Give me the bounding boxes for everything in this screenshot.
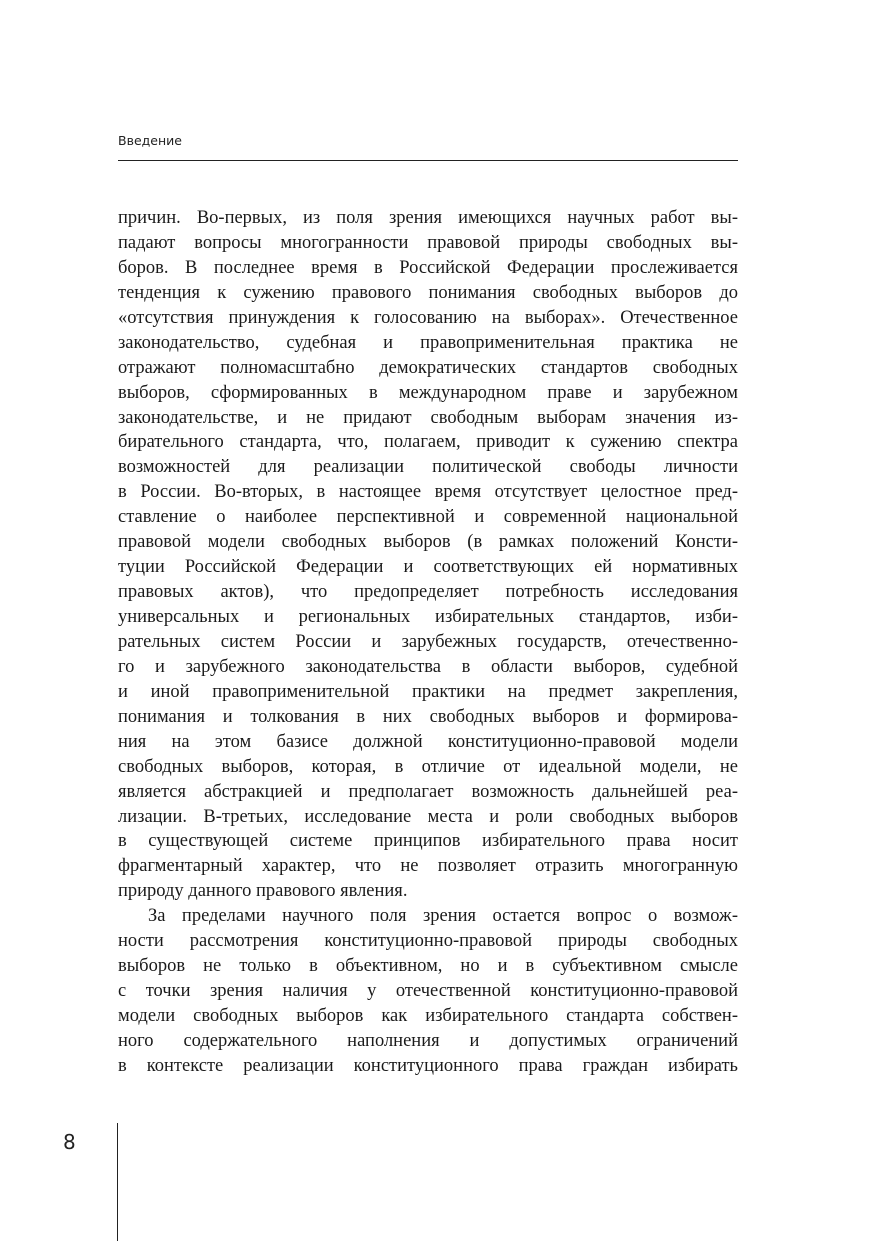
text-line: ности рассмотрения конституционно-правовой природы свободных [118,931,738,952]
text-line: «отсутствия принуждения к голосованию на выборах». Отечественное [118,307,738,328]
margin-rule [117,1123,118,1241]
text-line: туции Российской Федерации и соответствующих ей нормативных [118,557,738,578]
text-line: в контексте реализации конституционного права граждан избирать [118,1055,738,1076]
text-line: выборов, сформированных в международном праве и зарубежном [118,382,738,403]
text-line: отражают полномасштабно демократических стандартов свободных [118,357,738,378]
text-line: возможностей для реализации политической свободы личности [118,457,738,478]
text-line: законодательство, судебная и правоприменительная практика не [118,332,738,353]
text-line: боров. В последнее время в Российской Федерации прослеживается [118,257,738,278]
page-number: 8 [63,1130,76,1154]
text-line: причин. Во-первых, из поля зрения имеющихся научных работ вы- [118,208,738,228]
text-line: природу данного правового явления. [118,881,408,902]
text-line: бирательного стандарта, что, полагаем, приводит к сужению спектра [118,432,738,453]
header-divider [118,160,738,161]
text-line: правовых актов), что предопределяет потребность исследования [118,582,738,603]
text-line: тенденция к сужению правового понимания свободных выборов до [118,282,738,303]
text-line: падают вопросы многогранности правовой природы свободных вы- [118,232,738,253]
text-line: законодательстве, и не придают свободным выборам значения из- [118,407,738,428]
text-line: в России. Во-вторых, в настоящее время отсутствует целостное пред- [118,482,738,503]
text-line: фрагментарный характер, что не позволяет отразить многогранную [118,856,738,877]
text-line: выборов не только в объективном, но и в субъективном смысле [118,956,738,977]
text-line: модели свободных выборов как избирательного стандарта собствен- [118,1006,738,1026]
text-line: ния на этом базисе должной конституционно-правовой модели [118,731,738,752]
text-line: ного содержательного наполнения и допустимых ограничений [118,1030,738,1051]
text-line: го и зарубежного законодательства в области выборов, судебной [118,656,738,677]
text-line: в существующей системе принципов избирательного права носит [118,831,738,852]
body-text [118,206,738,1079]
text-line: рательных систем России и зарубежных государств, отечественно- [118,631,738,652]
text-line: ставление о наиболее перспективной и современной национальной [118,507,738,528]
text-line: правовой модели свободных выборов (в рамках положений Консти- [118,532,738,553]
text-line: лизации. В-третьих, исследование места и роли свободных выборов [118,806,738,827]
text-line: свободных выборов, которая, в отличие от идеальной модели, не [118,756,738,777]
running-header: Введение [118,133,182,148]
text-line: с точки зрения наличия у отечественной конституционно-правовой [118,981,738,1002]
paragraph [118,904,738,1079]
text-line: понимания и толкования в них свободных выборов и формирова- [118,706,738,727]
text-line: За пределами научного поля зрения остается вопрос о возмож- [148,906,738,927]
paragraph [118,206,738,904]
text-line: и иной правоприменительной практики на предмет закрепления, [118,681,738,702]
text-line: является абстракцией и предполагает возможность дальнейшей реа- [118,781,738,802]
text-line: универсальных и региональных избирательных стандартов, изби- [118,607,738,627]
